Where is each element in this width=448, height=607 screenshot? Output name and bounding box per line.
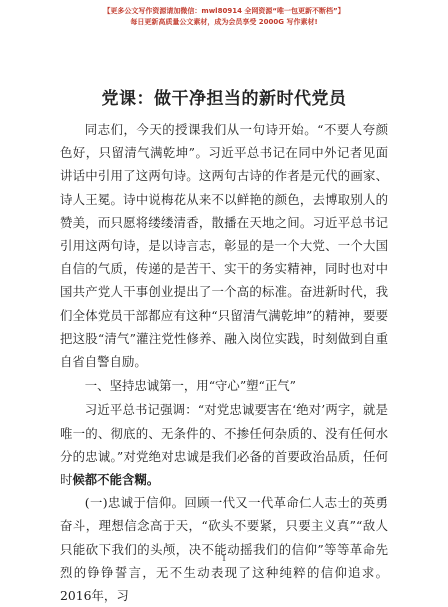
paragraph-loyalty-bold-text: 候都不能含糊。 — [72, 472, 160, 488]
paragraph-loyalty — [60, 398, 388, 491]
paragraph-intro: 同志们，今天的授课我们从一句诗开始。“不要人夸颜色好，只留清气满乾坤”。习近平总书记在同中外记者见面讲话中引用了这两句诗。这两句古诗的作者是元代的画家、诗人王冕。诗中说梅花从来不以鲜艳的颜色，去博取别人的赞美，而只愿将缕缕清香，散播在天地之间。习近平总书记引用这两句诗，是以诗言志，彰显的是一个大党、一个大国自信的气质，传递的是苦干、实干的务实精神，同时也对中国共产党人干事创业提出了一个高的标准。奋进新时代，我们全体党员干部都应有这种“只留清气满乾坤”的精神，要要把这股“清气”灌注党性修养、融入岗位实践，时刻做到自重自省自警自励。 — [60, 122, 388, 370]
paragraph-loyalty-text: 习近平总书记强调：“对党忠诚要害在‘绝对’两字，就是唯一的、彻底的、无条件的、不掺任何杂质的、没有任何水分的忠诚。”对党绝对忠诚是我们必备的首要政治品质，任何时 — [60, 402, 388, 488]
page-number: 1 — [221, 554, 227, 563]
banner-line-1: 【更多公文写作资源请加微信：mwl80914 全网资源“唯一包更新不断档”】 — [103, 7, 345, 15]
promo-banner — [0, 6, 448, 28]
document-title: 党课：做干净担当的新时代党员 — [101, 89, 347, 109]
document-body — [60, 118, 388, 607]
section-heading-1: 一、坚持忠诚第一，用“守心”塑“正气” — [84, 378, 296, 394]
banner-line-2: 每日更新高质量公文素材，成为会员享受 2000G 写作素材! — [130, 18, 318, 26]
paragraph-faith: (一)忠诚于信仰。回顾一代又一代革命仁人志士的英勇奋斗，理想信念高于天，“砍头不要紧，只要主义真”“敌人只能砍下我们的头颅，决不能动摇我们的信仰”等等革命先烈的铮铮誓言，无不生动表现了这种纯粹的信仰追求。2016年，习 — [60, 495, 388, 604]
